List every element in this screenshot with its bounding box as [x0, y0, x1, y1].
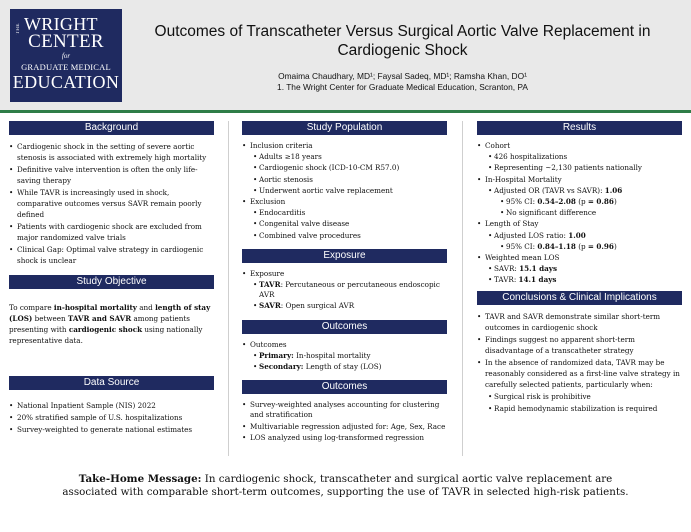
list-item: • Clinical Gap: Optimal valve strategy in cardiogenic shock is unclear: [9, 244, 214, 266]
list-item: • Findings suggest no apparent short-term disadvantage of a transcatheter strategy: [477, 334, 682, 356]
background-list: [9, 135, 214, 266]
population-list: [242, 135, 447, 241]
list-item: • Adjusted LOS ratio: 1.00: [477, 231, 682, 241]
exposure-list: [242, 263, 447, 312]
list-item: • Combined valve procedures: [242, 231, 447, 241]
take-home-message: [60, 473, 631, 499]
logo-center: CENTER: [28, 31, 104, 52]
list-item: • Aortic stenosis: [242, 175, 447, 185]
take-home-text: In cardiogenic shock, transcatheter and surgical aortic valve replacement are associated with comparable short-term outcomes, supporting the use of TAVR in selected high-risk patients.: [62, 473, 629, 498]
logo-graduate: GRADUATE MEDICAL: [21, 62, 111, 72]
list-item: • Weighted mean LOS: [477, 253, 682, 263]
column-middle: [242, 121, 447, 443]
data-source-list: [9, 390, 214, 435]
list-item: • 95% CI: 0.54–2.08 (p = 0.86): [477, 197, 682, 207]
list-item: • Secondary: Length of stay (LOS): [242, 362, 447, 372]
list-item: • SAVR: 15.1 days: [477, 264, 682, 274]
author-block: [140, 71, 665, 93]
list-item: • Rapid hemodynamic stabilization is required: [477, 403, 682, 414]
list-item: • In-Hospital Mortality: [477, 175, 682, 185]
outcomes-heading: Outcomes: [242, 320, 447, 334]
list-item: • Length of Stay: [477, 219, 682, 229]
header-divider: [0, 110, 691, 113]
affiliation: 1. The Wright Center for Graduate Medical Education, Scranton, PA: [277, 82, 528, 92]
list-item: • Survey-weighted analyses accounting for clustering and stratification: [242, 400, 447, 420]
objective-heading: Study Objective: [9, 275, 214, 289]
list-item: • Survey-weighted to generate national estimates: [9, 424, 214, 435]
logo-wright: WRIGHT: [24, 14, 98, 34]
conclusions-heading: Conclusions & Clinical Implications: [477, 291, 682, 305]
exclusion-label: • Exclusion: [242, 197, 447, 207]
list-item: • TAVR: 14.1 days: [477, 275, 682, 285]
methods-heading: Outcomes: [242, 380, 447, 394]
list-item: • SAVR: Open surgical AVR: [242, 301, 447, 311]
list-item: • No significant difference: [477, 208, 682, 218]
data-source-heading: Data Source: [9, 376, 214, 390]
list-item: • Representing ~2,130 patients nationally: [477, 163, 682, 173]
results-list: [477, 135, 682, 286]
poster-title: Outcomes of Transcatheter Versus Surgical Aortic Valve Replacement in Cardiogenic Shock: [154, 23, 651, 59]
list-item: • TAVR and SAVR demonstrate similar short-term outcomes in cardiogenic shock: [477, 311, 682, 333]
list-item: • Cohort: [477, 141, 682, 151]
logo-for: for: [61, 52, 71, 60]
list-item: • Surgical risk is prohibitive: [477, 391, 682, 402]
study-population-heading: Study Population: [242, 121, 447, 135]
take-home-label: Take-Home Message:: [78, 473, 202, 485]
outcomes-list: [242, 334, 447, 373]
list-item: • Endocarditis: [242, 208, 447, 218]
logo-education: EDUCATION: [12, 72, 120, 92]
list-item: • Cardiogenic shock (ICD-10-CM R57.0): [242, 163, 447, 173]
list-item: • Adjusted OR (TAVR vs SAVR): 1.06: [477, 186, 682, 196]
methods-list: [242, 394, 447, 443]
list-item: • Underwent aortic valve replacement: [242, 186, 447, 196]
exposure-label: • Exposure: [242, 269, 447, 279]
objective-text: To compare in-hospital mortality and length of stay (LOS) between TAVR and SAVR among patients presenting with cardiogenic shock using nationally representative data.: [9, 303, 211, 345]
column-left: [9, 121, 214, 435]
exposure-heading: Exposure: [242, 249, 447, 263]
list-item: • Primary: In-hospital mortality: [242, 351, 447, 361]
list-item: • Congenital valve disease: [242, 219, 447, 229]
list-item: • 20% stratified sample of U.S. hospitalizations: [9, 412, 214, 423]
list-item: • 95% CI: 0.84–1.18 (p = 0.96): [477, 242, 682, 252]
list-item: • TAVR: Percutaneous or percutaneous endoscopic AVR: [242, 280, 447, 300]
list-item: • National Inpatient Sample (NIS) 2022: [9, 400, 214, 411]
results-heading: Results: [477, 121, 682, 135]
authors: Omaima Chaudhary, MD¹; Faysal Sadeq, MD¹; Ramsha Khan, DO¹: [278, 71, 527, 81]
list-item: • 426 hospitalizations: [477, 152, 682, 162]
column-right: [477, 121, 682, 414]
list-item: • Multivariable regression adjusted for: Age, Sex, Race: [242, 422, 447, 432]
list-item: • Adults ≥18 years: [242, 152, 447, 162]
column-divider-2: [462, 121, 463, 456]
list-item: • Patients with cardiogenic shock are excluded from major randomized valve trials: [9, 221, 214, 243]
wright-center-logo: [10, 9, 122, 102]
list-item: • While TAVR is increasingly used in shock, comparative outcomes versus SAVR remain poorly defined: [9, 187, 214, 220]
list-item: • LOS analyzed using log-transformed regression: [242, 433, 447, 443]
list-item: • Cardiogenic shock in the setting of severe aortic stenosis is associated with extremely high mortality: [9, 141, 214, 163]
background-heading: Background: [9, 121, 214, 135]
list-item: • Definitive valve intervention is often the only life-saving therapy: [9, 164, 214, 186]
list-item: • In the absence of randomized data, TAVR may be reasonably considered as a first-line valve strategy in carefully selected patients, particularly when:: [477, 357, 682, 390]
logo-the: THE: [16, 23, 21, 35]
conclusions-list: [477, 305, 682, 414]
column-divider-1: [228, 121, 229, 456]
inclusion-label: • Inclusion criteria: [242, 141, 447, 151]
outcomes-label: • Outcomes: [242, 340, 447, 350]
